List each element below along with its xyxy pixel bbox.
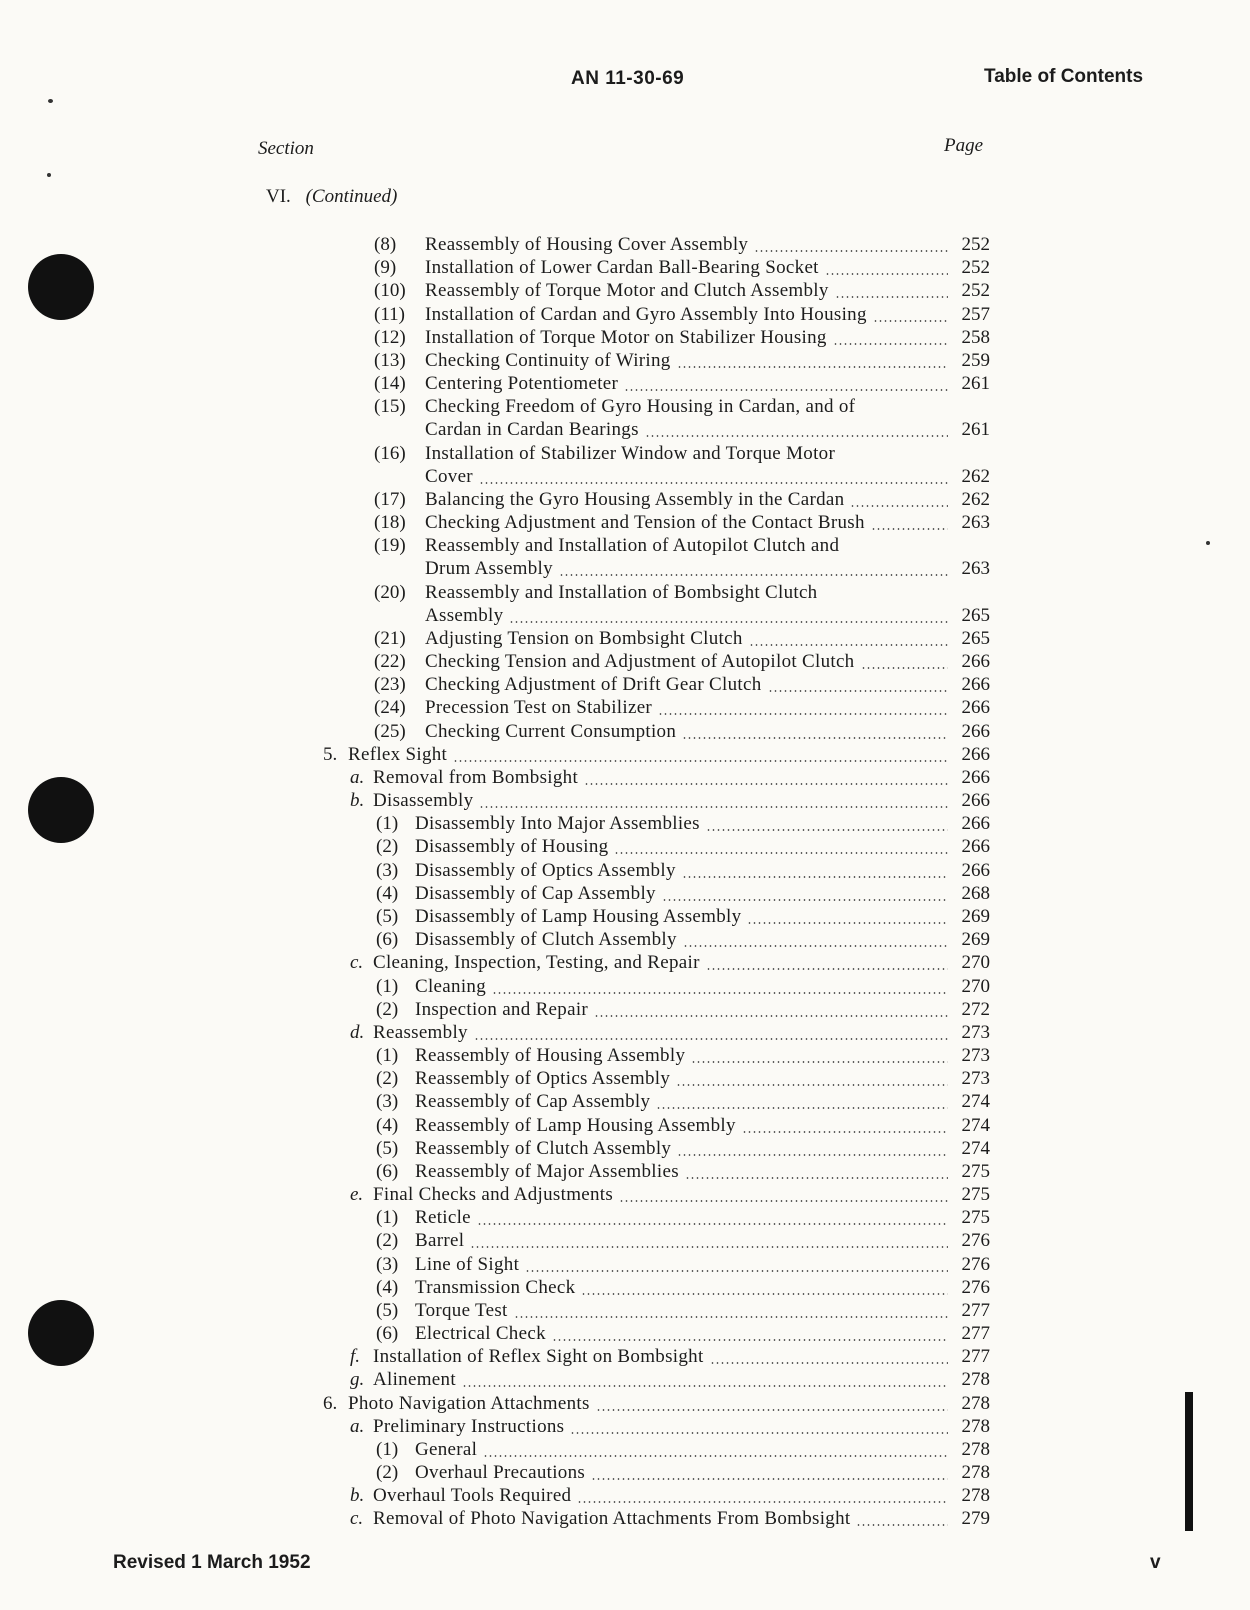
toc-entry-title: Reassembly of Housing Cover Assembly — [425, 234, 749, 255]
toc-entry — [0, 1021, 1250, 1044]
toc-entry-title: Reassembly of Housing Assembly — [415, 1045, 686, 1067]
toc-entry-number: (8) — [374, 234, 397, 255]
toc-entry — [0, 1507, 1250, 1530]
toc-entry — [0, 465, 1250, 488]
toc-entry-title: Checking Current Consumption — [425, 720, 677, 742]
dot-leader — [706, 968, 948, 970]
toc-entry-title: Reassembly and Installation of Bombsight Clutch — [425, 581, 818, 603]
toc-entry-number: (6) — [376, 1160, 399, 1182]
toc-entry — [0, 835, 1250, 858]
toc-entry-number: (2) — [376, 998, 399, 1020]
toc-entry — [0, 1276, 1250, 1299]
dot-leader — [677, 366, 948, 368]
document-number: AN 11-30-69 — [571, 68, 685, 89]
toc-entry — [0, 442, 1250, 465]
toc-entry-title: Barrel — [415, 1230, 465, 1252]
dot-leader — [835, 296, 948, 298]
dot-leader — [682, 876, 948, 878]
dot-leader — [683, 945, 948, 947]
toc-entry-title: Reassembly of Major Assemblies — [415, 1160, 679, 1182]
dot-leader — [552, 1339, 948, 1341]
toc-entry-number: (16) — [374, 442, 406, 464]
toc-entry — [0, 1114, 1250, 1137]
toc-entry-title: Preliminary Instructions — [373, 1415, 565, 1437]
toc-entry-number: (21) — [374, 627, 406, 649]
toc-entry-number: (12) — [374, 326, 406, 348]
toc-entry — [0, 1090, 1250, 1113]
toc-entry-title: General — [415, 1438, 478, 1460]
toc-entry-title: Checking Continuity of Wiring — [425, 349, 671, 371]
toc-entry-number: (19) — [374, 535, 406, 557]
toc-entry — [0, 1415, 1250, 1438]
toc-entry — [0, 720, 1250, 743]
toc-entry-title: Reassembly of Optics Assembly — [415, 1068, 671, 1090]
toc-entry-title: Final Checks and Adjustments — [373, 1184, 614, 1206]
dot-leader — [596, 1409, 948, 1411]
toc-entry — [0, 557, 1250, 580]
dot-leader — [682, 737, 948, 739]
toc-entry-title: Alinement — [373, 1369, 456, 1391]
toc-entry — [0, 326, 1250, 349]
dot-leader — [479, 482, 948, 484]
toc-entry-number: g. — [350, 1369, 365, 1391]
toc-entry-page: 277 — [961, 1299, 990, 1321]
toc-entry-page: 266 — [961, 813, 990, 835]
toc-entry-page: 258 — [961, 326, 990, 348]
toc-entry-number: c. — [350, 952, 364, 974]
continued-heading — [266, 186, 397, 208]
binder-hole — [28, 777, 94, 843]
toc-entry-title: Checking Freedom of Gyro Housing in Cardan, and of — [425, 396, 856, 418]
toc-entry-page: 273 — [961, 1021, 990, 1043]
toc-entry-title: Reflex Sight — [348, 743, 448, 765]
toc-entry-title: Electrical Check — [415, 1323, 546, 1345]
toc-entry-page: 266 — [961, 697, 990, 719]
toc-entry-number: (4) — [376, 1276, 399, 1298]
toc-entry-number: a. — [350, 766, 365, 788]
toc-entry-title: Disassembly of Housing — [415, 836, 609, 858]
toc-entry — [0, 1067, 1250, 1090]
dot-leader — [658, 713, 948, 715]
dot-leader — [479, 806, 948, 808]
toc-entry — [0, 1160, 1250, 1183]
toc-entry-page: 266 — [961, 743, 990, 765]
toc-entry-title: Cleaning, Inspection, Testing, and Repair — [373, 952, 700, 974]
toc-entry — [0, 1044, 1250, 1067]
section-heading: Table of Contents — [984, 66, 1144, 87]
toc-entry-number: (1) — [376, 813, 399, 835]
dot-leader — [462, 1385, 948, 1387]
toc-entry-title: Removal from Bombsight — [373, 766, 579, 788]
toc-entry-title: Overhaul Tools Required — [373, 1485, 572, 1507]
toc-entry-title: Disassembly of Lamp Housing Assembly — [415, 905, 742, 927]
toc-entry-number: (15) — [374, 396, 406, 418]
toc-entry-title: Checking Adjustment and Tension of the Contact Brush — [425, 512, 865, 534]
toc-entry — [0, 395, 1250, 418]
dot-leader — [584, 783, 948, 785]
toc-entry-page: 261 — [961, 373, 990, 395]
toc-entry-title: Balancing the Gyro Housing Assembly in the Cardan — [425, 488, 845, 510]
toc-entry-number: (1) — [376, 1438, 399, 1460]
toc-entry — [0, 372, 1250, 395]
dot-leader — [591, 1478, 948, 1480]
toc-entry-page: 263 — [961, 512, 990, 534]
dot-leader — [470, 1246, 948, 1248]
toc-entry-title: Reassembly — [373, 1021, 468, 1043]
toc-entry-page: 252 — [961, 280, 990, 302]
dot-leader — [509, 621, 948, 623]
toc-entry-number: (1) — [376, 975, 399, 997]
dot-leader — [474, 1038, 948, 1040]
toc-entry-page: 279 — [961, 1508, 990, 1530]
toc-entry-page: 274 — [961, 1091, 990, 1113]
toc-entry-number: 5. — [323, 743, 338, 765]
dot-leader — [577, 1501, 948, 1503]
dot-leader — [747, 922, 948, 924]
toc-entry-page: 268 — [961, 882, 990, 904]
toc-entry — [0, 534, 1250, 557]
toc-entry — [0, 812, 1250, 835]
continued-label: (Continued) — [305, 186, 398, 207]
toc-entry-title: Precession Test on Stabilizer — [425, 697, 653, 719]
toc-entry-page: 269 — [961, 905, 990, 927]
toc-entry — [0, 882, 1250, 905]
dot-leader — [833, 343, 948, 345]
toc-entry-number: (3) — [376, 1091, 399, 1113]
toc-entry — [0, 627, 1250, 650]
dot-leader — [581, 1293, 948, 1295]
toc-entry-page: 259 — [961, 349, 990, 371]
scan-speck — [48, 99, 53, 103]
toc-entry — [0, 975, 1250, 998]
toc-entry-title: Disassembly of Clutch Assembly — [415, 929, 677, 951]
toc-entry-number: (17) — [374, 488, 406, 510]
toc-entry-title: Installation of Cardan and Gyro Assembly Into Housing — [425, 303, 867, 325]
toc-entry — [0, 256, 1250, 279]
toc-entry-number: (1) — [376, 1045, 399, 1067]
toc-entry-title: Centering Potentiometer — [425, 373, 619, 395]
toc-entry — [0, 418, 1250, 441]
toc-entry — [0, 279, 1250, 302]
dot-leader — [871, 528, 948, 530]
page-number: v — [1150, 1552, 1161, 1573]
toc-entry — [0, 581, 1250, 604]
toc-entry — [0, 650, 1250, 673]
toc-entry-number: f. — [350, 1346, 361, 1368]
toc-entry-page: 273 — [961, 1068, 990, 1090]
dot-leader — [624, 389, 948, 391]
toc-entry-page: 272 — [961, 998, 990, 1020]
toc-entry-title: Disassembly — [373, 790, 474, 812]
toc-entry-page: 275 — [961, 1207, 990, 1229]
toc-entry-page: 277 — [961, 1323, 990, 1345]
toc-entry-title: Torque Test — [415, 1299, 508, 1321]
toc-entry-page: 266 — [961, 859, 990, 881]
toc-entry — [0, 1183, 1250, 1206]
toc-entry-number: (10) — [374, 280, 406, 302]
dot-leader — [861, 667, 948, 669]
binder-hole — [28, 254, 94, 320]
toc-entry-page: 278 — [961, 1369, 990, 1391]
toc-entry-page: 278 — [961, 1415, 990, 1437]
toc-entry — [0, 1484, 1250, 1507]
toc-entry — [0, 1368, 1250, 1391]
toc-entry-title: Reassembly of Lamp Housing Assembly — [415, 1114, 736, 1136]
toc-entry-number: (18) — [374, 512, 406, 534]
toc-entry-title: Cleaning — [415, 975, 486, 997]
toc-entry-page: 270 — [961, 975, 990, 997]
toc-entry-number: (25) — [374, 720, 406, 742]
toc-entry-page: 257 — [961, 303, 990, 325]
toc-entry-page: 252 — [961, 234, 990, 255]
toc-entry-page: 266 — [961, 674, 990, 696]
toc-entry-number: (2) — [376, 1462, 399, 1484]
dot-leader — [685, 1177, 948, 1179]
toc-entry-page: 276 — [961, 1276, 990, 1298]
toc-entry-number: (9) — [374, 257, 397, 279]
toc-entry-title: Transmission Check — [415, 1276, 576, 1298]
section-roman-numeral: VI. — [266, 186, 291, 207]
toc-entry-title: Line of Sight — [415, 1253, 520, 1275]
toc-entry-page: 266 — [961, 836, 990, 858]
dot-leader — [514, 1316, 948, 1318]
toc-entry — [0, 766, 1250, 789]
toc-entry-page: 274 — [961, 1137, 990, 1159]
toc-entry-number: (11) — [374, 303, 405, 325]
dot-leader — [850, 505, 948, 507]
toc-entry-page: 277 — [961, 1346, 990, 1368]
dot-leader — [645, 435, 948, 437]
toc-entry — [0, 1206, 1250, 1229]
toc-entry-number: 6. — [323, 1392, 338, 1414]
toc-entry-number: e. — [350, 1184, 364, 1206]
toc-entry-title: Checking Adjustment of Drift Gear Clutch — [425, 674, 762, 696]
binder-hole — [28, 1300, 94, 1366]
scan-speck — [47, 173, 51, 177]
toc-entry-number: d. — [350, 1021, 365, 1043]
toc-entry-number: (5) — [376, 905, 399, 927]
toc-entry — [0, 1461, 1250, 1484]
toc-entry-title: Removal of Photo Navigation Attachments From Bombsight — [373, 1508, 851, 1530]
toc-entry-page: 265 — [961, 627, 990, 649]
toc-entry — [0, 673, 1250, 696]
toc-entry — [0, 951, 1250, 974]
toc-entry — [0, 1438, 1250, 1461]
toc-entry-page: 262 — [961, 488, 990, 510]
toc-entry — [0, 604, 1250, 627]
dot-leader — [570, 1432, 948, 1434]
toc-entry-number: (2) — [376, 1068, 399, 1090]
toc-entry — [0, 233, 1250, 256]
toc-entry-number: (1) — [376, 1207, 399, 1229]
dot-leader — [742, 1131, 948, 1133]
toc-entry-title: Inspection and Repair — [415, 998, 589, 1020]
dot-leader — [453, 760, 948, 762]
toc-entry — [0, 1253, 1250, 1276]
toc-entry — [0, 928, 1250, 951]
dot-leader — [873, 320, 948, 322]
toc-entry — [0, 1299, 1250, 1322]
toc-entry-page: 276 — [961, 1253, 990, 1275]
dot-leader — [483, 1455, 948, 1457]
dot-leader — [706, 829, 948, 831]
toc-entry-page: 263 — [961, 558, 990, 580]
toc-entry-number: a. — [350, 1415, 365, 1437]
dot-leader — [676, 1084, 948, 1086]
toc-entry-title: Cardan in Cardan Bearings — [425, 419, 639, 441]
toc-entry — [0, 511, 1250, 534]
toc-entry-page: 252 — [961, 257, 990, 279]
revision-bar — [1185, 1392, 1193, 1531]
toc-entry-page: 278 — [961, 1462, 990, 1484]
toc-entry — [0, 1229, 1250, 1252]
dot-leader — [492, 992, 948, 994]
toc-entry-number: c. — [350, 1508, 364, 1530]
dot-leader — [662, 899, 948, 901]
toc-entry-number: (3) — [376, 1253, 399, 1275]
toc-entry-title: Overhaul Precautions — [415, 1462, 586, 1484]
toc-entry-title: Reassembly of Cap Assembly — [415, 1091, 651, 1113]
toc-entry-title: Installation of Torque Motor on Stabilizer Housing — [425, 326, 827, 348]
toc-entry-number: (20) — [374, 581, 406, 603]
toc-entry-title: Reassembly of Clutch Assembly — [415, 1137, 672, 1159]
toc-entry-number: (22) — [374, 651, 406, 673]
toc-entry — [0, 743, 1250, 766]
toc-entry — [0, 998, 1250, 1021]
toc-entry — [0, 1392, 1250, 1415]
dot-leader — [656, 1107, 948, 1109]
dot-leader — [677, 1154, 948, 1156]
toc-entry-title: Installation of Stabilizer Window and Torque Motor — [425, 442, 836, 464]
toc-entry — [0, 1322, 1250, 1345]
toc-list — [0, 233, 1250, 1531]
toc-entry — [0, 303, 1250, 326]
section-column-label: Section — [258, 138, 314, 159]
toc-entry-page: 266 — [961, 651, 990, 673]
toc-entry-number: b. — [350, 1485, 365, 1507]
toc-entry-page: 269 — [961, 929, 990, 951]
toc-entry-page: 273 — [961, 1045, 990, 1067]
toc-entry-number: (5) — [376, 1137, 399, 1159]
toc-entry-title: Reassembly and Installation of Autopilot Clutch and — [425, 535, 840, 557]
toc-entry-number: (13) — [374, 349, 406, 371]
toc-entry-page: 278 — [961, 1485, 990, 1507]
toc-entry-number: (14) — [374, 373, 406, 395]
toc-entry-page: 276 — [961, 1230, 990, 1252]
page-column-label: Page — [944, 135, 984, 156]
dot-leader — [619, 1200, 948, 1202]
toc-entry — [0, 696, 1250, 719]
toc-entry — [0, 1137, 1250, 1160]
dot-leader — [710, 1362, 948, 1364]
dot-leader — [691, 1061, 948, 1063]
toc-entry-page: 274 — [961, 1114, 990, 1136]
toc-entry-page: 278 — [961, 1392, 990, 1414]
toc-entry-number: (5) — [376, 1299, 399, 1321]
dot-leader — [594, 1015, 948, 1017]
toc-entry-page: 278 — [961, 1438, 990, 1460]
toc-entry-page: 265 — [961, 604, 990, 626]
toc-entry-number: (2) — [376, 1230, 399, 1252]
toc-entry-number: (6) — [376, 1323, 399, 1345]
toc-entry-number: (23) — [374, 674, 406, 696]
toc-entry — [0, 905, 1250, 928]
toc-entry-page: 275 — [961, 1184, 990, 1206]
toc-entry-page: 266 — [961, 766, 990, 788]
toc-entry-page: 270 — [961, 952, 990, 974]
toc-entry — [0, 1345, 1250, 1368]
toc-entry-number: (4) — [376, 882, 399, 904]
toc-entry-title: Disassembly of Cap Assembly — [415, 882, 656, 904]
toc-entry-page: 266 — [961, 790, 990, 812]
toc-entry-page: 262 — [961, 465, 990, 487]
toc-entry-page: 261 — [961, 419, 990, 441]
toc-entry-number: (4) — [376, 1114, 399, 1136]
dot-leader — [754, 250, 948, 252]
dot-leader — [749, 644, 948, 646]
dot-leader — [856, 1524, 948, 1526]
toc-entry — [0, 349, 1250, 372]
toc-entry — [0, 789, 1250, 812]
toc-entry-title: Assembly — [425, 604, 504, 626]
toc-entry-number: (2) — [376, 836, 399, 858]
toc-entry-number: b. — [350, 790, 365, 812]
toc-entry-title: Checking Tension and Adjustment of Autopilot Clutch — [425, 651, 855, 673]
dot-leader — [825, 273, 948, 275]
dot-leader — [525, 1270, 948, 1272]
toc-entry-title: Installation of Reflex Sight on Bombsight — [373, 1346, 704, 1368]
toc-entry-title: Drum Assembly — [425, 558, 553, 580]
dot-leader — [559, 574, 948, 576]
revision-date: Revised 1 March 1952 — [113, 1552, 311, 1573]
toc-entry-number: (6) — [376, 929, 399, 951]
toc-entry — [0, 859, 1250, 882]
toc-entry-title: Adjusting Tension on Bombsight Clutch — [425, 627, 743, 649]
toc-entry-number: (24) — [374, 697, 406, 719]
toc-entry-title: Disassembly of Optics Assembly — [415, 859, 676, 881]
dot-leader — [614, 852, 948, 854]
toc-entry-title: Cover — [425, 465, 473, 487]
toc-entry-page: 275 — [961, 1160, 990, 1182]
toc-entry-title: Reassembly of Torque Motor and Clutch Assembly — [425, 280, 829, 302]
toc-entry-number: (3) — [376, 859, 399, 881]
toc-entry-title: Photo Navigation Attachments — [348, 1392, 590, 1414]
dot-leader — [477, 1223, 948, 1225]
toc-entry-title: Disassembly Into Major Assemblies — [415, 813, 700, 835]
toc-entry-page: 266 — [961, 720, 990, 742]
toc-entry-title: Installation of Lower Cardan Ball-Bearing Socket — [425, 257, 819, 279]
scan-speck — [1206, 541, 1210, 545]
toc-entry — [0, 488, 1250, 511]
toc-entry-title: Reticle — [415, 1207, 471, 1229]
dot-leader — [768, 690, 948, 692]
